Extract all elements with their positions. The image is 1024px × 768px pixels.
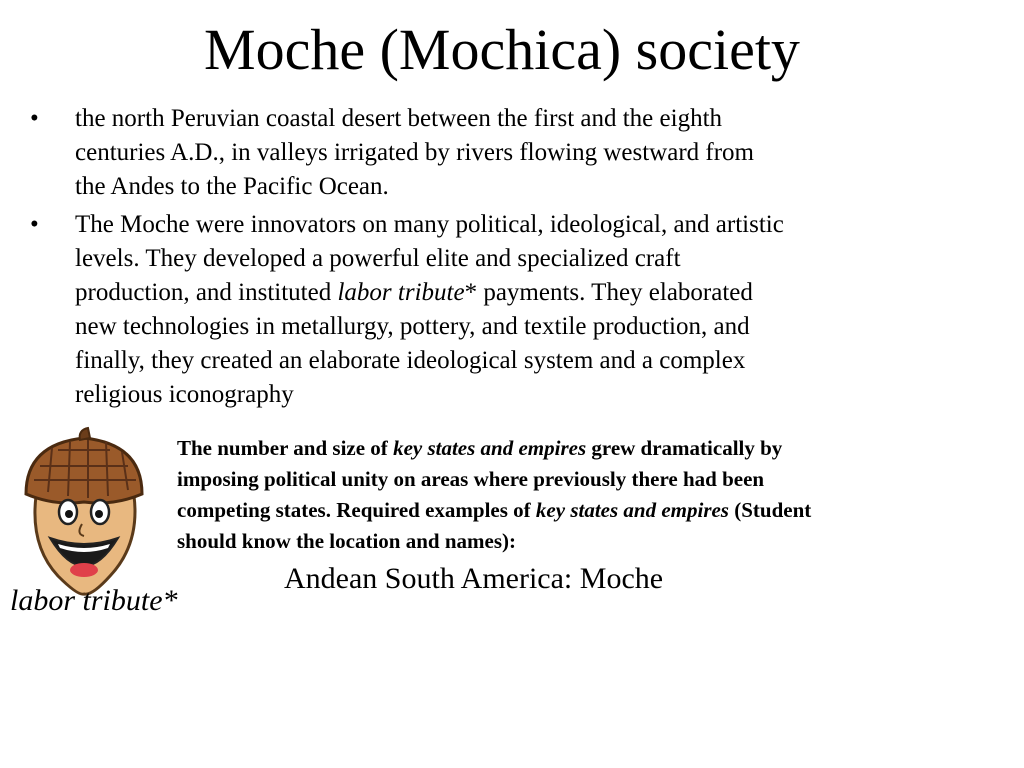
bullet-marker: •	[30, 105, 39, 132]
text-run: (Student	[728, 498, 812, 522]
note-line	[177, 495, 967, 526]
emphasized-term: key states and empires	[535, 498, 729, 522]
bullet-text-line: centuries A.D., in valleys irrigated by rivers flowing westward from	[75, 139, 754, 166]
text-run: production, and instituted	[75, 279, 338, 306]
text-run: grew dramatically by	[586, 436, 783, 460]
key-states-note	[177, 433, 967, 557]
note-line: imposing political unity on areas where previously there had been	[177, 467, 765, 491]
note-line: should know the location and names):	[177, 529, 516, 553]
bullet-text-line: The Moche were innovators on many political, ideological, and artistic	[75, 211, 784, 238]
region-example: Andean South America: Moche	[284, 562, 664, 595]
acorn-face-icon	[18, 426, 148, 598]
acorn-caption: labor tribute*	[10, 584, 178, 617]
bullet-item	[30, 208, 910, 412]
text-run: competing states. Required examples of	[177, 498, 536, 522]
bullet-marker: •	[30, 211, 39, 238]
bullet-list	[30, 102, 910, 416]
bullet-text-line: the north Peruvian coastal desert between the first and the eighth	[75, 105, 723, 132]
slide-title: Moche (Mochica) society	[204, 17, 800, 82]
bullet-text-line: the Andes to the Pacific Ocean.	[75, 173, 389, 200]
text-run: The number and size of	[177, 436, 394, 460]
bullet-text-line: levels. They developed a powerful elite and specialized craft	[75, 245, 681, 272]
emphasized-term: labor tribute	[337, 279, 465, 306]
text-run: * payments. They elaborated	[464, 279, 753, 306]
bullet-text-line: finally, they created an elaborate ideological system and a complex	[75, 347, 746, 374]
bullet-text-line: religious iconography	[75, 381, 294, 408]
bullet-item	[30, 102, 910, 204]
bullet-text-line: new technologies in metallurgy, pottery, and textile production, and	[75, 313, 750, 340]
note-line	[177, 433, 967, 464]
bullet-text-line	[75, 276, 910, 310]
emphasized-term: key states and empires	[393, 436, 587, 460]
